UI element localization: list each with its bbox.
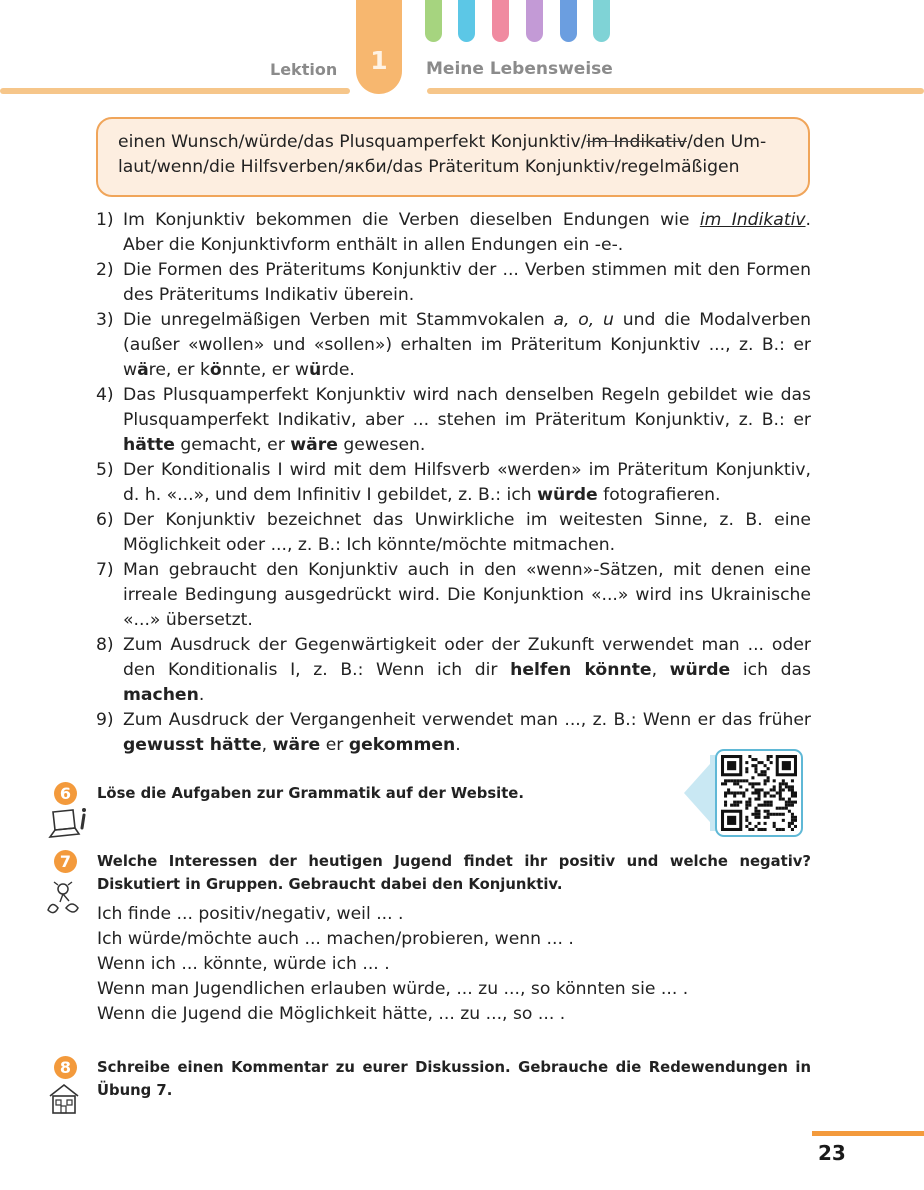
exercise-8-badge: 8 (54, 1056, 77, 1079)
phrase-line: Ich finde ... positiv/negativ, weil ... . (97, 904, 404, 924)
qr-code-panel[interactable] (684, 749, 812, 837)
lektion-label: Lektion (270, 60, 338, 79)
header-rule-right (427, 88, 924, 94)
lesson-number: 1 (370, 46, 388, 75)
word-box-line-1: einen Wunsch/würde/das Plusquamperfekt Konjunktiv/im Indikativ/den Um- (118, 132, 767, 152)
rule-item-4: 4) Das Plusquamperfekt Konjunktiv wird nach denselben Regeln gebildet wie das Plusquamperfekt Indikativ, aber ... stehen im Präteritum Konjunktiv, z. B.: er hätte gemacht, er wäre gewesen. (96, 385, 811, 455)
rule-item-5: 5) Der Konditionalis I wird mit dem Hilfsverb «werden» im Präteritum Konjunktiv, d. h. «...», und dem Infinitiv I gebildet, z. B.: ich würde fotografieren. (96, 460, 811, 505)
word-box (96, 117, 810, 197)
lesson-tab (356, 0, 402, 94)
struck-word: im Indikativ (586, 132, 687, 152)
exercise-6-badge: 6 (54, 782, 77, 805)
exercise-7-task: Welche Interessen der heutigen Jugend findet ihr positiv und welche negativ? Diskutiert in Gruppen. Gebraucht dabei den Konjunktiv. (97, 853, 811, 893)
qr-code-icon[interactable] (684, 749, 812, 837)
exercise-7-badge: 7 (54, 850, 77, 873)
useful-phrases (97, 902, 688, 1027)
phrase-line: Ich würde/möchte auch ... machen/probieren, wenn ... . (97, 929, 574, 949)
rule-item-8: 8) Zum Ausdruck der Gegenwärtigkeit oder der Zukunft verwendet man ... oder den Konditionalis I, z. B.: Wenn ich dir helfen könnte, würde ich das machen. (96, 635, 811, 705)
exercise-6-task: Löse die Aufgaben zur Grammatik auf der Website. (97, 785, 524, 802)
word-box-line-2: laut/wenn/die Hilfsverben/якби/das Präteritum Konjunktiv/regelmäßigen (118, 157, 740, 177)
color-tab (425, 0, 442, 42)
rule-item-2: 2) Die Formen des Präteritums Konjunktiv der ... Verben stimmen mit den Formen des Präteritums Indikativ überein. (96, 260, 811, 305)
color-tab (458, 0, 475, 42)
rule-item-3: 3) Die unregelmäßigen Verben mit Stammvokalen a, o, u und die Modalverben (außer «wollen» und «sollen») erhalten im Präteritum Konjunktiv ..., z. B.: er wäre, er könnte, er würde. (96, 310, 811, 380)
exercise-8-task: Schreibe einen Kommentar zu eurer Diskussion. Gebrauche die Redewendungen in Übung 7. (97, 1059, 811, 1099)
laptop-info-icon (46, 806, 90, 840)
phrase-line: Wenn ich ... könnte, würde ich ... . (97, 954, 390, 974)
color-tab (560, 0, 577, 42)
footer-rule (812, 1131, 924, 1136)
filled-answer: im Indikativ (699, 210, 806, 230)
page-number: 23 (818, 1141, 846, 1165)
lesson-title: Meine Lebensweise (426, 59, 613, 79)
rule-item-9: 9) Zum Ausdruck der Vergangenheit verwendet man ..., z. B.: Wenn er das früher gewusst hätte, wäre er gekommen. (96, 710, 811, 755)
group-discussion-icon (42, 876, 86, 920)
grammar-rules-list (96, 208, 811, 758)
color-tab (526, 0, 543, 42)
phrase-line: Wenn man Jugendlichen erlauben würde, ... zu ..., so könnten sie ... . (97, 979, 689, 999)
rule-item-1: 1) Im Konjunktiv bekommen die Verben dieselben Endungen wie im Indikativ. Aber die Konjunktivform enthält in allen Endungen ein -e-. (96, 210, 811, 255)
rule-item-6: 6) Der Konjunktiv bezeichnet das Unwirkliche im weitesten Sinne, z. B. eine Möglichkeit oder ..., z. B.: Ich könnte/möchte mitmachen. (96, 510, 811, 555)
color-tab (593, 0, 610, 42)
rule-item-7: 7) Man gebraucht den Konjunktiv auch in den «wenn»-Sätzen, mit denen eine irreale Bedingung ausgedrückt wird. Die Konjunktion «...» wird ins Ukrainische «...» übersetzt. (96, 560, 811, 630)
header-rule-left (0, 88, 350, 94)
homework-house-icon (46, 1082, 82, 1116)
color-tab (492, 0, 509, 42)
phrase-line: Wenn die Jugend die Möglichkeit hätte, ... zu ..., so ... . (97, 1004, 566, 1024)
